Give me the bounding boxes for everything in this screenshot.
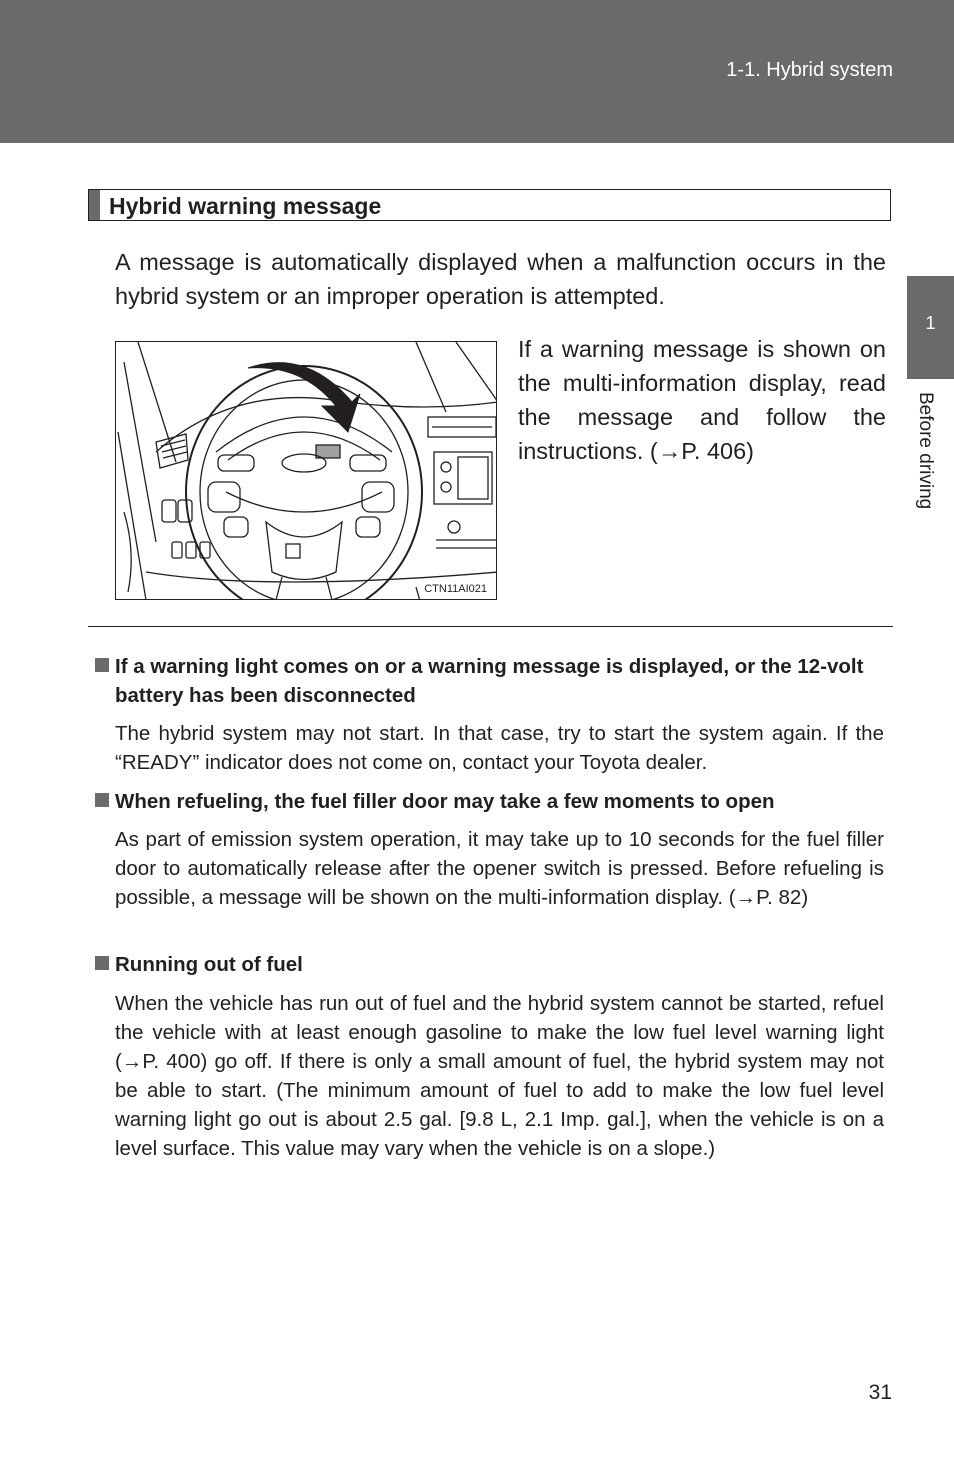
square-bullet-icon (95, 658, 109, 672)
header-band (0, 0, 954, 143)
chapter-tab (907, 276, 954, 379)
note-body-refueling: As part of emission system operation, it may take up to 10 seconds for the fuel filler door to automatically release after the opener switch is pressed. Before refueling is possible, a message will be shown on the multi-information display. (→P. 82) (115, 828, 884, 909)
note-body-warning-light: The hybrid system may not start. In that case, try to start the system again. If the “READY” indicator does not come on, contact your Toyota dealer. (115, 722, 884, 774)
figure-code: CTN11AI021 (424, 583, 487, 595)
note-body-running-out: When the vehicle has run out of fuel and the hybrid system cannot be started, refuel the vehicle with at least enough gasoline to make the low fuel level warning light (→P. 400) go off. If there is only a small amount of fuel, the hybrid system may not be able to start. (The minimum amount of fuel to add to make the low fuel level warning light go out is about 2.5 gal. [9.8 L, 2.1 Imp. gal.], when the vehicle is on a level surface. This value may vary when the vehicle is on a slope.) (115, 992, 884, 1160)
steering-wheel (186, 366, 422, 600)
page-number: 31 (868, 1381, 892, 1404)
divider (88, 626, 893, 627)
square-bullet-icon (95, 793, 109, 807)
chapter-label: Before driving (915, 392, 936, 510)
note-title-running-out: Running out of fuel (95, 950, 895, 979)
heading-text: Hybrid warning message (109, 193, 382, 219)
steering-wheel-illustration (115, 341, 497, 600)
dashboard-drawing (116, 342, 497, 600)
intro-paragraph: A message is automatically displayed when a malfunction occurs in the hybrid system or an improper operation is attempted. (115, 249, 886, 309)
note-title-warning-light: If a warning light comes on or a warning message is displayed, or the 12-volt battery has been disconnected (95, 652, 883, 710)
note-title-refueling: When refueling, the fuel filler door may take a few moments to open (95, 787, 895, 816)
figure-caption: If a warning message is shown on the multi-information display, read the message and follow the instructions. (→P. 406) (518, 336, 886, 464)
chapter-number: 1 (925, 313, 936, 333)
section-heading (88, 189, 891, 221)
section-title: 1-1. Hybrid system (726, 59, 893, 81)
square-bullet-icon (95, 956, 109, 970)
heading-marker (89, 190, 100, 220)
center-console (428, 417, 496, 548)
